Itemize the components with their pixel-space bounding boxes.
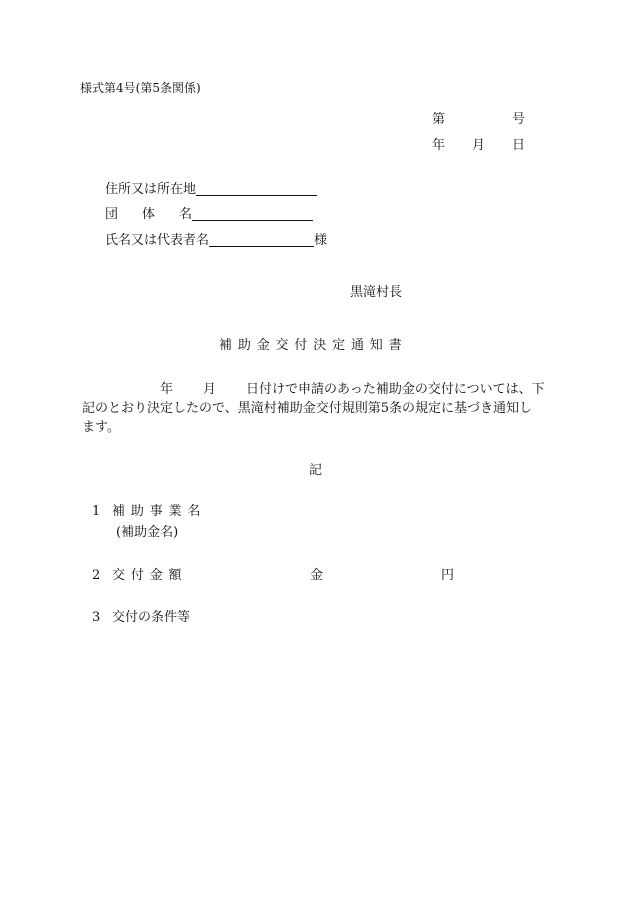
item-1-sub: (補助金名) — [116, 525, 179, 540]
body-line-2: 記のとおり決定したので、黒滝村補助金交付規則第5条の規定に基づき通知し — [82, 401, 533, 416]
body-line-1 — [82, 380, 562, 399]
group-label-3: 名 — [179, 207, 193, 222]
date-year: 年 — [432, 138, 446, 153]
item-1-label: 補助事業名 — [112, 504, 207, 519]
item-2-kin: 金 — [310, 568, 324, 583]
document-title: 補助金交付決定通知書 — [219, 338, 408, 353]
address-line — [105, 181, 317, 196]
address-blank — [196, 181, 317, 196]
doc-number-suffix: 号 — [512, 112, 526, 127]
name-blank — [209, 232, 314, 247]
group-label-2: 体 — [142, 207, 156, 222]
form-number: 様式第4号(第5条関係) — [80, 81, 201, 95]
body-month: 月 — [203, 382, 217, 397]
body-line-3: ます。 — [82, 420, 120, 435]
body-text — [82, 380, 562, 437]
item-3-number: 3 — [92, 610, 101, 625]
item-3-label: 交付の条件等 — [112, 610, 191, 625]
address-label: 住所又は所在地 — [105, 182, 197, 197]
date-day: 日 — [512, 138, 526, 153]
honorific: 様 — [314, 233, 328, 248]
name-label: 氏名又は代表者名 — [105, 233, 210, 248]
name-line — [105, 232, 327, 247]
item-2-yen: 円 — [441, 568, 455, 583]
item-1-number: 1 — [92, 504, 101, 519]
date-month: 月 — [472, 138, 486, 153]
issuer: 黒滝村長 — [350, 285, 403, 300]
item-2-number: 2 — [92, 568, 101, 583]
group-line — [105, 206, 313, 221]
body-line-1-text: 日付けで申請のあった補助金の交付については、下 — [246, 382, 545, 397]
doc-number-prefix: 第 — [432, 112, 446, 127]
item-2-label: 交付金額 — [112, 568, 188, 583]
group-blank — [192, 206, 313, 221]
ki-heading: 記 — [309, 463, 323, 478]
group-label-1: 団 — [105, 207, 119, 222]
body-year: 年 — [160, 382, 174, 397]
